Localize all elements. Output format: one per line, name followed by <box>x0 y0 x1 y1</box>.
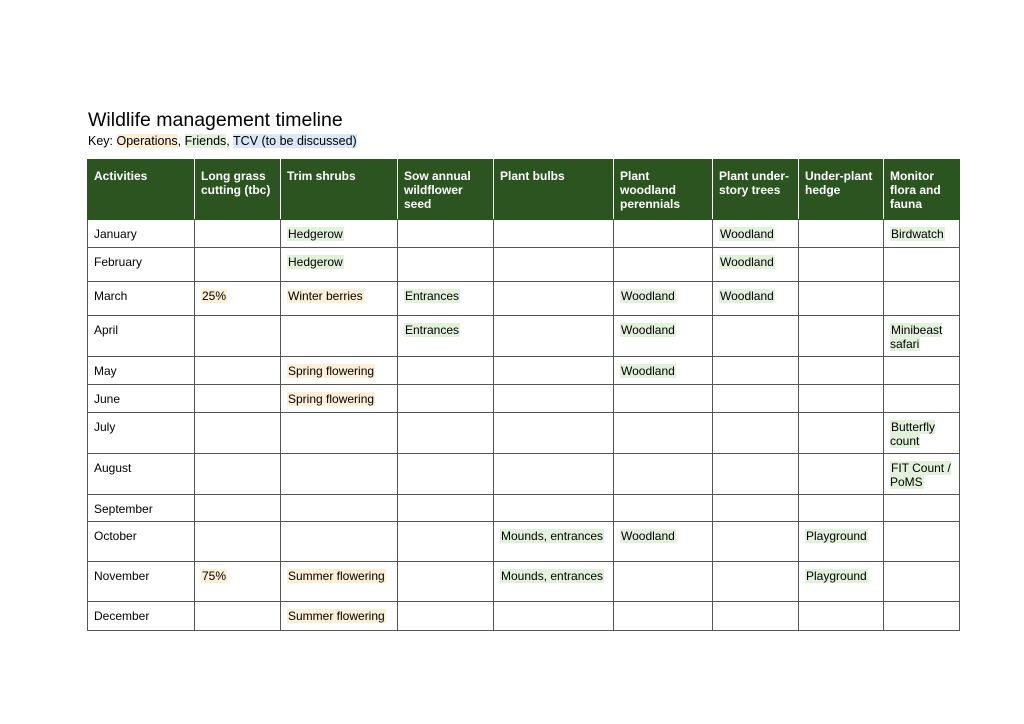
month-cell: February <box>88 248 195 282</box>
table-cell <box>195 316 281 357</box>
activity-tag: Summer flowering <box>288 609 385 623</box>
table-cell <box>195 562 281 602</box>
table-cell <box>884 282 960 316</box>
table-cell <box>195 495 281 522</box>
table-cell <box>614 413 713 454</box>
table-cell <box>713 495 799 522</box>
table-cell <box>799 316 884 357</box>
table-cell <box>281 220 398 248</box>
legend-key <box>88 134 357 148</box>
table-cell <box>195 522 281 562</box>
table-row <box>88 316 960 357</box>
table-cell <box>713 562 799 602</box>
month-cell: June <box>88 385 195 413</box>
table-cell <box>884 495 960 522</box>
table-cell <box>281 454 398 495</box>
table-cell <box>195 282 281 316</box>
table-cell <box>884 220 960 248</box>
table-cell <box>713 385 799 413</box>
table-cell <box>884 522 960 562</box>
table-cell <box>799 282 884 316</box>
table-cell <box>713 357 799 385</box>
activity-tag: Woodland <box>720 227 774 241</box>
activity-tag: Winter berries <box>288 289 363 303</box>
key-operations: Operations <box>116 134 178 148</box>
table-cell <box>195 357 281 385</box>
table-cell <box>494 357 614 385</box>
column-header: Under-plant hedge <box>799 160 884 220</box>
table-cell <box>799 385 884 413</box>
table-cell <box>713 248 799 282</box>
table-cell <box>884 385 960 413</box>
month-cell: April <box>88 316 195 357</box>
table-cell <box>799 357 884 385</box>
column-header: Plant under-story trees <box>713 160 799 220</box>
activity-tag: Summer flowering <box>288 569 385 583</box>
table-cell <box>494 385 614 413</box>
table-row <box>88 454 960 495</box>
table-cell <box>884 413 960 454</box>
table-cell <box>398 522 494 562</box>
table-cell <box>281 316 398 357</box>
table-cell <box>494 248 614 282</box>
month-cell: December <box>88 602 195 631</box>
table-cell <box>799 522 884 562</box>
column-header: Sow annual wildflower seed <box>398 160 494 220</box>
table-cell <box>884 248 960 282</box>
table-cell <box>799 248 884 282</box>
table-cell <box>195 248 281 282</box>
table-cell <box>398 602 494 631</box>
month-cell: May <box>88 357 195 385</box>
table-cell <box>281 522 398 562</box>
table-row <box>88 385 960 413</box>
table-cell <box>398 495 494 522</box>
table-cell <box>884 454 960 495</box>
table-cell <box>614 385 713 413</box>
table-cell <box>713 602 799 631</box>
table-cell <box>494 316 614 357</box>
activity-tag: Minibeast safari <box>890 323 943 351</box>
table-row <box>88 248 960 282</box>
table-cell <box>713 522 799 562</box>
activity-tag: Birdwatch <box>891 227 944 241</box>
month-cell: January <box>88 220 195 248</box>
key-separator: , <box>177 134 185 148</box>
table-cell <box>494 413 614 454</box>
table-cell <box>281 562 398 602</box>
activity-tag: Playground <box>806 569 867 583</box>
column-header: Activities <box>88 160 195 220</box>
activity-tag: Woodland <box>621 364 675 378</box>
table-cell <box>398 562 494 602</box>
column-header: Trim shrubs <box>281 160 398 220</box>
table-cell <box>281 413 398 454</box>
table-cell <box>398 220 494 248</box>
table-cell <box>799 495 884 522</box>
key-friends: Friends <box>184 134 227 148</box>
table-cell <box>713 454 799 495</box>
table-cell <box>281 282 398 316</box>
table-cell <box>398 357 494 385</box>
table-cell <box>614 522 713 562</box>
table-cell <box>494 495 614 522</box>
column-header: Plant bulbs <box>494 160 614 220</box>
table-cell <box>614 282 713 316</box>
table-cell <box>884 357 960 385</box>
month-cell: September <box>88 495 195 522</box>
month-cell: July <box>88 413 195 454</box>
month-cell: November <box>88 562 195 602</box>
table-row <box>88 413 960 454</box>
table-row <box>88 562 960 602</box>
table-row <box>88 495 960 522</box>
table-cell <box>281 357 398 385</box>
table-cell <box>195 413 281 454</box>
activity-tag: Woodland <box>621 323 675 337</box>
table-cell <box>281 248 398 282</box>
activity-tag: Spring flowering <box>288 392 375 406</box>
table-cell <box>614 357 713 385</box>
table-row <box>88 522 960 562</box>
timeline-table <box>87 159 960 631</box>
table-cell <box>195 220 281 248</box>
activity-tag: Woodland <box>720 255 774 269</box>
table-cell <box>614 562 713 602</box>
month-cell: March <box>88 282 195 316</box>
table-row <box>88 357 960 385</box>
table-cell <box>799 602 884 631</box>
table-cell <box>195 454 281 495</box>
table-cell <box>614 316 713 357</box>
table-cell <box>195 602 281 631</box>
activity-tag: Woodland <box>720 289 774 303</box>
table-cell <box>614 495 713 522</box>
table-header-row <box>88 160 960 220</box>
table-cell <box>884 602 960 631</box>
activity-tag: Woodland <box>621 289 675 303</box>
table-cell <box>799 220 884 248</box>
table-row <box>88 282 960 316</box>
table-cell <box>614 602 713 631</box>
table-cell <box>494 522 614 562</box>
table-cell <box>713 413 799 454</box>
table-cell <box>884 562 960 602</box>
table-cell <box>494 602 614 631</box>
table-cell <box>614 220 713 248</box>
month-cell: October <box>88 522 195 562</box>
activity-tag: Entrances <box>405 323 460 337</box>
activity-tag: Butterfly count <box>890 420 936 448</box>
table-cell <box>799 413 884 454</box>
table-cell <box>614 248 713 282</box>
table-cell <box>281 385 398 413</box>
column-header: Monitor flora and fauna <box>884 160 960 220</box>
activity-tag: Mounds, entrances <box>501 529 604 543</box>
table-cell <box>281 602 398 631</box>
activity-tag: Entrances <box>405 289 460 303</box>
table-cell <box>713 282 799 316</box>
activity-tag: Woodland <box>621 529 675 543</box>
column-header: Long grass cutting (tbc) <box>195 160 281 220</box>
activity-tag: Hedgerow <box>288 255 343 269</box>
table-cell <box>494 562 614 602</box>
table-cell <box>799 562 884 602</box>
key-tcv: TCV (to be discussed) <box>233 134 357 148</box>
table-cell <box>195 385 281 413</box>
table-row <box>88 602 960 631</box>
table-cell <box>494 454 614 495</box>
table-cell <box>614 454 713 495</box>
table-cell <box>884 316 960 357</box>
month-cell: August <box>88 454 195 495</box>
table-cell <box>398 413 494 454</box>
page-title: Wildlife management timeline <box>88 109 343 131</box>
activity-tag: Hedgerow <box>288 227 343 241</box>
table-cell <box>398 385 494 413</box>
table-cell <box>398 454 494 495</box>
table-cell <box>494 282 614 316</box>
column-header: Plant woodland perennials <box>614 160 713 220</box>
table-cell <box>713 316 799 357</box>
table-cell <box>713 220 799 248</box>
table-body <box>88 220 960 631</box>
key-separator: , <box>226 134 234 148</box>
table-cell <box>799 454 884 495</box>
table-cell <box>398 282 494 316</box>
activity-tag: 25% <box>202 289 227 303</box>
table-row <box>88 220 960 248</box>
activity-tag: Spring flowering <box>288 364 375 378</box>
activity-tag: 75% <box>202 569 227 583</box>
activity-tag: Mounds, entrances <box>501 569 604 583</box>
activity-tag: Playground <box>806 529 867 543</box>
table-cell <box>281 495 398 522</box>
table-cell <box>398 248 494 282</box>
activity-tag: FIT Count / PoMS <box>890 461 951 489</box>
table-cell <box>398 316 494 357</box>
key-prefix: Key: <box>88 134 117 148</box>
table-cell <box>494 220 614 248</box>
